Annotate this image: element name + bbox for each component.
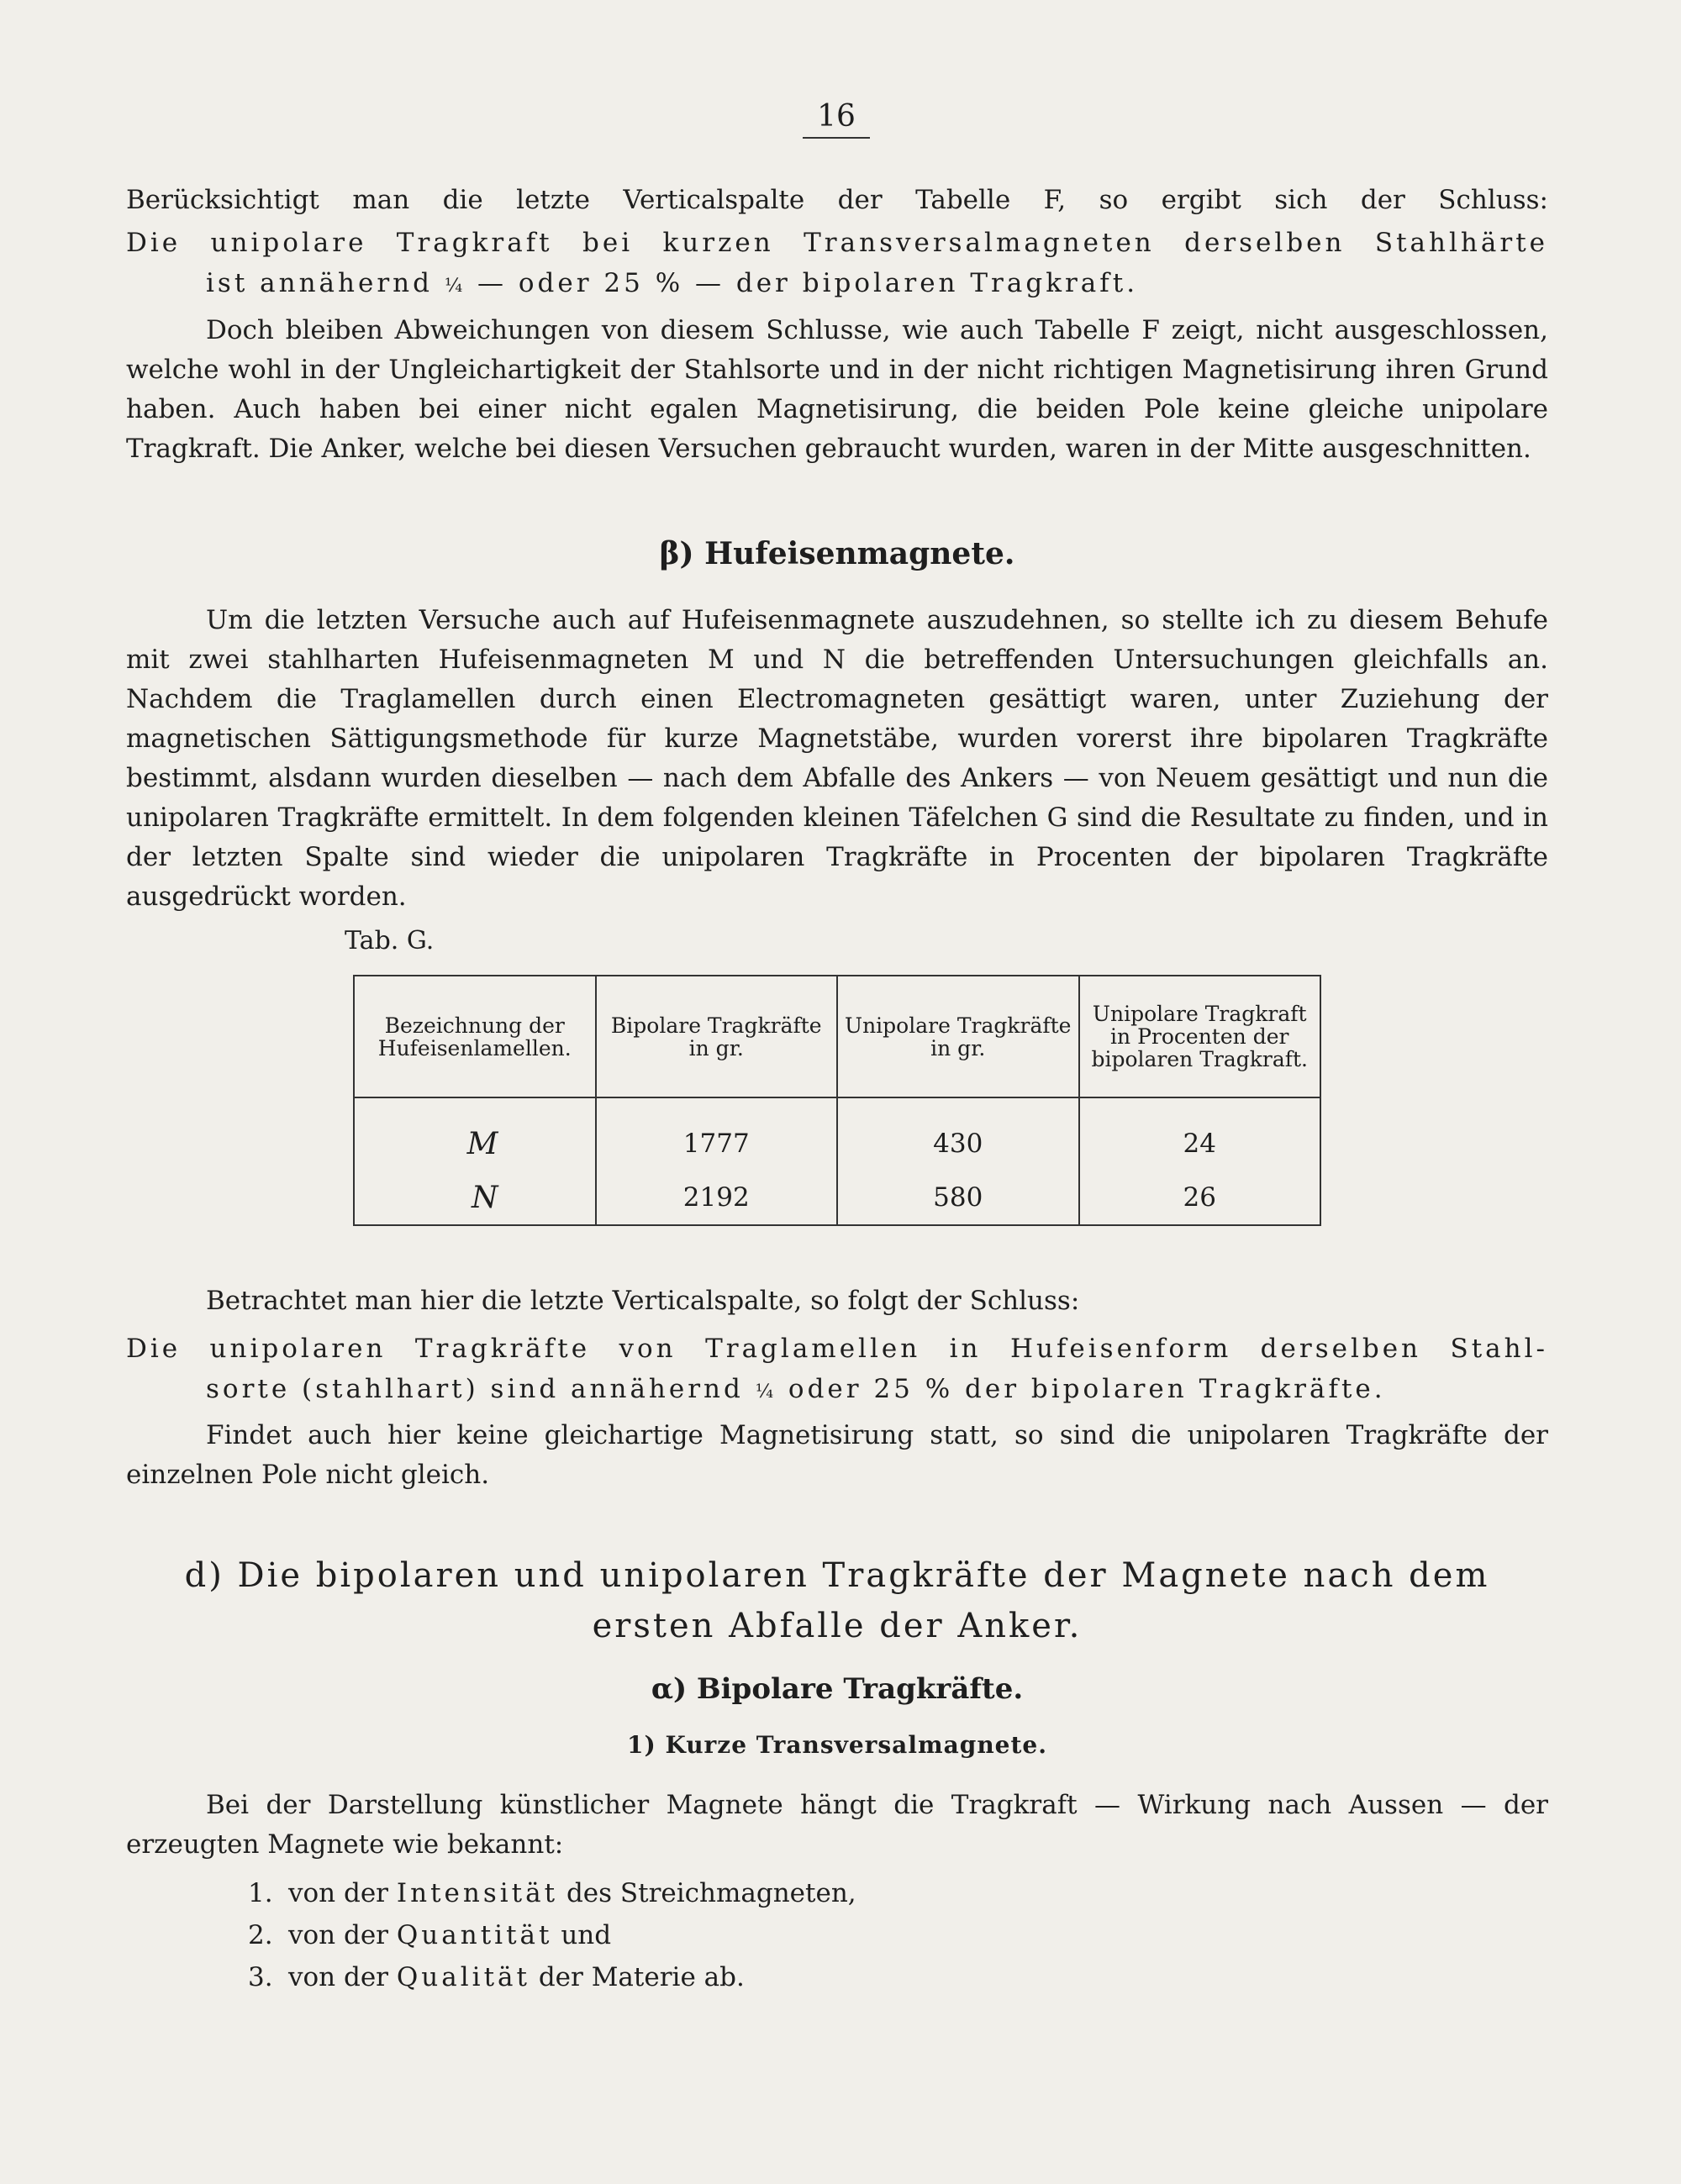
list-item: 2. von der Quantität und	[248, 1920, 612, 1950]
section-heading-d-line2: ersten Abfalle der Anker.	[592, 1607, 1083, 1645]
conclusion-2-line1: Die unipolaren Tragkräfte von Traglamellen in Hufeisenform derselben Stahl-	[126, 1334, 1548, 1364]
list-item: 1. von der Intensität des Streichmagneten,	[248, 1878, 856, 1908]
section-heading-d	[126, 1550, 1548, 1651]
table-row	[354, 1171, 1320, 1225]
table-cell: 26	[1079, 1171, 1321, 1225]
table-cell: 430	[837, 1117, 1079, 1171]
conclusion-2-line2: sorte (stahlhart) sind annähernd ¼ oder 25 % der bipolaren Tragkräfte.	[206, 1374, 1386, 1404]
list-dependencies	[248, 1872, 1509, 1998]
table-row	[354, 1117, 1320, 1171]
fraction: ¼	[444, 276, 466, 297]
table-cell: 1777	[596, 1117, 838, 1171]
heading-bipolare-tragkraefte: α) Bipolare Tragkräfte.	[651, 1672, 1024, 1706]
table-header: Unipolare Tragkraft in Procenten der bipolaren Tragkraft.	[1079, 976, 1321, 1097]
table-cell: 2192	[596, 1171, 838, 1225]
paragraph-1-intro: Berücksichtigt man die letzte Verticalspalte der Tabelle F, so ergibt sich der Schluss:	[126, 185, 1548, 215]
conclusion-1-line2: ist annähernd ¼ — oder 25 % — der bipolaren Tragkraft.	[206, 268, 1139, 298]
heading-hufeisenmagnete: β) Hufeisenmagnete.	[659, 536, 1015, 571]
paragraph-3: Findet auch hier keine gleichartige Magnetisirung statt, so sind die unipolaren Tragkräfte der einzelnen Pole nicht gleich.	[126, 1420, 1548, 1490]
table-header: Bipolare Tragkräfte in gr.	[596, 976, 838, 1097]
paragraph-1: Doch bleiben Abweichungen von diesem Schlusse, wie auch Tabelle F zeigt, nicht ausgeschlossen, welche wohl in der Ungleichartigkeit der Stahlsorte und in der nicht richtigen Magnetisirung ihren Grund haben. Auch haben bei einer nicht egalen Magnetisirung, die beiden Pole keine gleiche unipolare Tragkraft. Die Anker, welche bei diesen Versuchen gebraucht wurden, waren in der Mitte ausgeschnitten.	[126, 315, 1548, 464]
paragraph-3-intro: Betrachtet man hier die letzte Verticalspalte, so folgt der Schluss:	[206, 1286, 1080, 1316]
conclusion-1-line1: Die unipolare Tragkraft bei kurzen Transversalmagneten derselben Stahlhärte	[126, 228, 1548, 258]
list-item: 3. von der Qualität der Materie ab.	[248, 1962, 745, 1992]
heading-kurze-transversalmagnete: 1) Kurze Transversalmagnete.	[627, 1731, 1047, 1759]
table-cell: M	[354, 1117, 596, 1171]
table-g	[353, 975, 1321, 1226]
table-cell: 580	[837, 1171, 1079, 1225]
fraction: ¼	[755, 1381, 777, 1402]
paragraph-4: Bei der Darstellung künstlicher Magnete hängt die Tragkraft — Wirkung nach Aussen — der erzeugten Magnete wie bekannt:	[126, 1790, 1548, 1860]
paragraph-2-text: Um die letzten Versuche auch auf Hufeisenmagnete auszudehnen, so stellte ich zu diesem Behufe mit zwei stahlharten Hufeisenmagneten M und N die betreffenden Untersuchungen gleichfalls an. Nachdem die Traglamellen durch einen Electromagneten gesättigt waren, unter Zuziehung der magnetischen Sättigungsmethode für kurze Magnetstäbe, wurden vorerst ihre bipolaren Tragkräfte bestimmt, alsdann wurden dieselben — nach dem Abfalle des Ankers — von Neuem gesättigt und nun die unipolaren Tragkräfte ermittelt. In dem folgenden kleinen Täfelchen G sind die Resultate zu finden, und in der letzten Spalte sind wieder die unipolaren Tragkräfte in Procenten der bipolaren Tragkräfte ausgedrückt worden.	[126, 605, 1548, 912]
table-cell: N	[354, 1171, 596, 1225]
table-cell: 24	[1079, 1117, 1321, 1171]
section-heading-d-line1: d) Die bipolaren und unipolaren Tragkräfte der Magnete nach dem	[184, 1556, 1490, 1595]
page-number: 16	[803, 99, 870, 139]
table-header: Bezeichnung der Hufeisenlamellen.	[354, 976, 596, 1097]
table-header: Unipolare Tragkräfte in gr.	[837, 976, 1079, 1097]
paragraph-2	[126, 601, 1548, 917]
table-label: Tab. G.	[345, 926, 435, 955]
